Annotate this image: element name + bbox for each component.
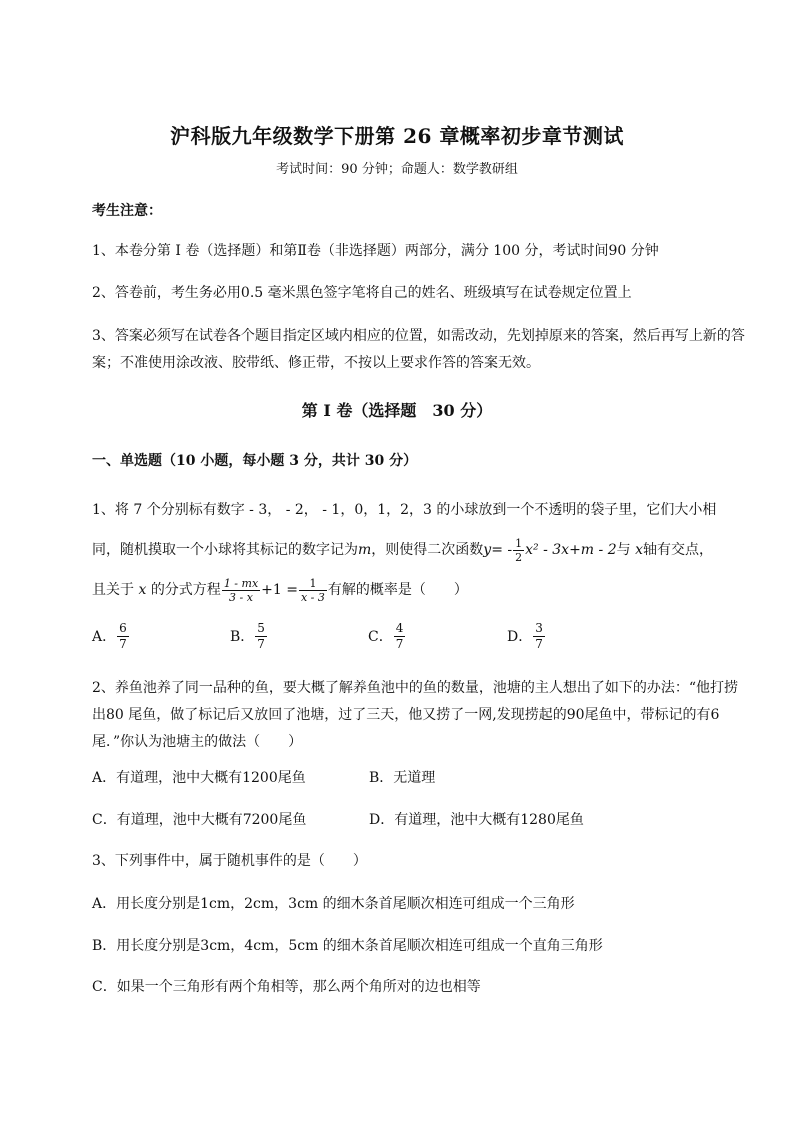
q1-text: 有解的概率是（ ） [327,582,468,598]
var-x: x [138,582,147,598]
q1-text: 轴有交点， [642,542,713,558]
var-m: m [358,542,372,558]
fraction-numerator: 3 [535,620,543,635]
option-a[interactable]: A．有道理，池中大概有1200尾鱼 [92,770,306,786]
question-2-options-row-2 [92,809,752,831]
question-2: 2、养鱼池养了同一品种的鱼，要大概了解养鱼池中的鱼的数量，池塘的主人想出了如下的办法：“他打捞出80 尾鱼，做了标记后又放回了池塘，过了三天，他又捞了一网,发现捞起的90尾鱼中，带标记的有6 尾．”你认为池塘主的做法（ ） [92,680,739,750]
option-label: B． [230,629,255,645]
fraction-denominator: 7 [257,636,265,651]
option-b[interactable]: B．无道理 [369,770,436,786]
exam-subtitle: 考试时间：90 分钟；命题人：数学教研组 [276,162,518,177]
option-label: A． [92,629,117,645]
question-3: 3、下列事件中，属于随机事件的是（ ） [92,853,367,869]
option-b[interactable]: B．用长度分别是3cm，4cm，5cm 的细木条首尾顺次相连可组成一个直角三角形 [92,938,603,954]
section-heading: 一、单选题（10 小题，每小题 3 分，共计 30 分） [92,453,418,469]
option-label: C． [368,629,393,645]
option-fraction [533,621,545,652]
page-title: 沪科版九年级数学下册第 26 章概率初步章节测试 [170,124,624,148]
fraction-denominator: 2 [515,550,523,564]
q1-text: 与 [616,542,631,558]
option-c[interactable]: C．如果一个三角形有两个角相等，那么两个角所对的边也相等 [92,979,481,995]
question-2-options-row-1 [92,767,752,789]
notice-item-1: 1、本卷分第 I 卷（选择题）和第Ⅱ卷（非选择题）两部分，满分 100 分，考试时间90 分钟 [92,243,659,259]
fraction-denominator: 7 [119,636,127,651]
option-a[interactable] [92,616,130,656]
fraction-one-half [513,537,524,564]
q1-text: 且关于 [92,582,134,598]
option-c[interactable] [368,616,406,656]
option-d[interactable]: D．有道理，池中大概有1280尾鱼 [369,812,584,828]
fraction-numerator: 4 [395,620,404,635]
question-1-line-3 [92,570,752,610]
option-fraction [117,621,129,652]
fraction-numerator: 1 - mx [223,576,259,590]
option-fraction [255,621,267,652]
var-x: x [635,542,643,558]
q1-text: 的分式方程 [150,582,221,598]
fraction-numerator: 1 [299,577,327,591]
option-a[interactable]: A．用长度分别是1cm，2cm，3cm 的细木条首尾顺次相连可组成一个三角形 [92,896,575,912]
fraction-left [222,577,260,604]
question-1 [92,490,752,610]
fraction-denominator: 7 [535,636,543,651]
notice-heading: 考生注意： [92,203,162,219]
fraction-denominator: 7 [395,636,404,651]
equals-minus: = - [491,542,513,558]
option-fraction [394,621,406,652]
option-c[interactable]: C．有道理，池中大概有7200尾鱼 [92,812,307,828]
fraction-denominator: x - 3 [300,590,325,604]
fraction-right [299,577,327,604]
fraction-numerator: 5 [257,620,265,635]
plus-one-equals: +1 = [261,582,298,598]
fraction-numerator: 1 [515,536,523,550]
quadratic-expression: x² - 3x+m - 2 [525,542,617,558]
part-title: 第 I 卷（选择题 30 分） [301,401,493,420]
q1-text: 同，随机摸取一个小球将其标记的数字记为 [92,542,358,558]
question-1-line-2 [92,530,752,570]
question-1-line-1: 1、将 7 个分别标有数字 - 3， - 2， - 1，0，1，2，3 的小球放到一个不透明的袋子里，它们大小相 [92,502,717,518]
option-d[interactable] [507,616,546,656]
notice-item-3: 3、答案必须写在试卷各个题目指定区域内相应的位置，如需改动，先划掉原来的答案，然后再写上新的答案；不准使用涂改液、胶带纸、修正带，不按以上要求作答的答案无效。 [92,328,745,371]
option-b[interactable] [230,616,268,656]
fraction-denominator: 3 - x [229,590,253,604]
var-y: y [483,542,492,558]
q1-text: ，则使得二次函数 [371,542,484,558]
option-label: D． [507,629,533,645]
notice-item-2: 2、答卷前，考生务必用0.5 毫米黑色签字笔将自己的姓名、班级填写在试卷规定位置上 [92,285,632,301]
question-1-options [92,616,752,656]
fraction-numerator: 6 [119,620,127,635]
